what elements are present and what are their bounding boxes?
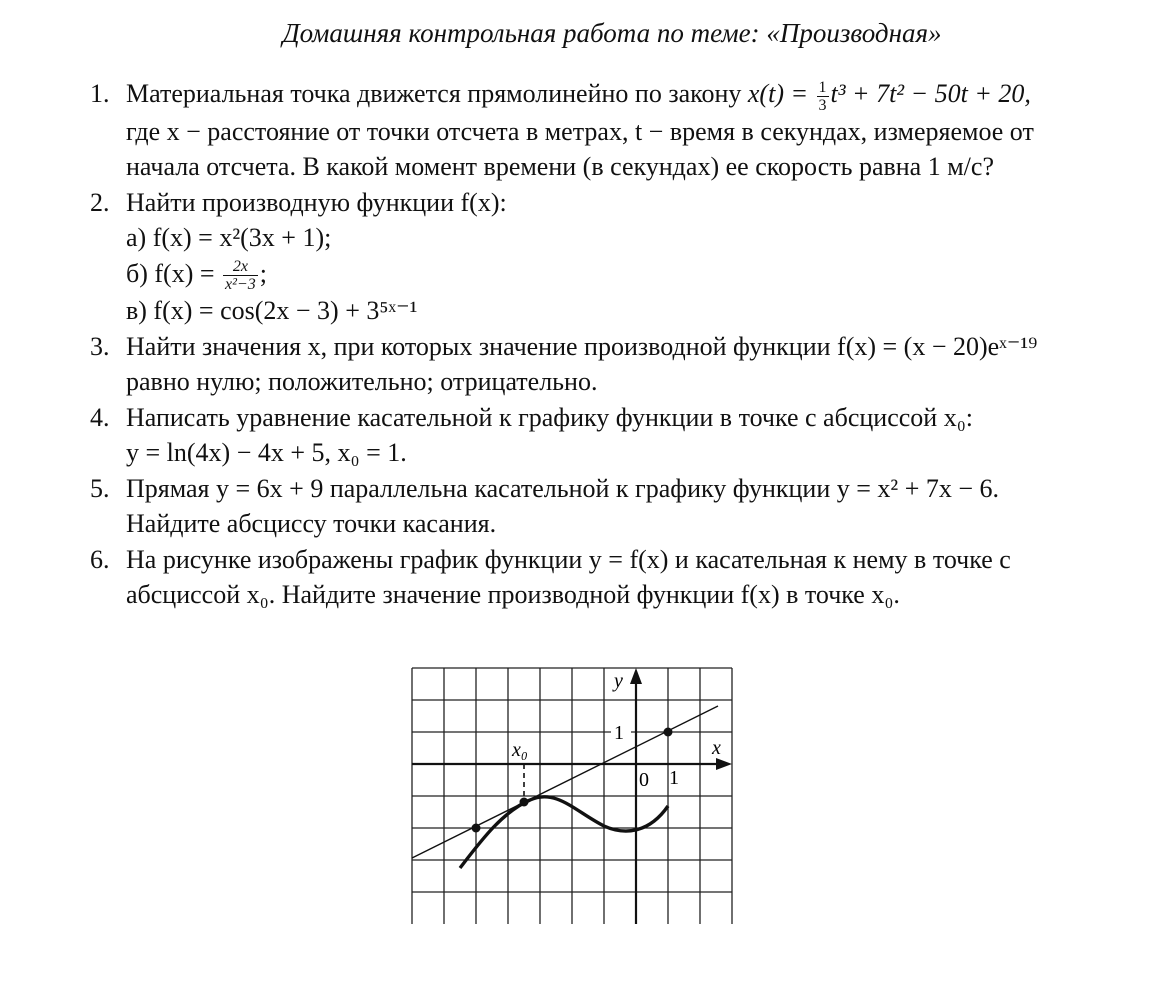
fraction-numerator: 2x xyxy=(223,258,258,276)
x-axis-arrow xyxy=(716,758,732,770)
task-5-line-2: Найдите абсциссу точки касания. xyxy=(126,509,497,539)
task-1-line-2: где x − расстояние от точки отсчета в метрах, t − время в секундах, измеряемое от xyxy=(126,116,1034,146)
task-3-line-1: Найти значения x, при которых значение производной функции f(x) = (x − 20)eˣ⁻¹⁹ xyxy=(126,331,1038,361)
task-number: 5. xyxy=(90,473,110,503)
task-4-line-1: Написать уравнение касательной к графику функции в точке с абсциссой x₀: xyxy=(126,402,973,432)
fraction-denominator: 3 xyxy=(818,96,827,114)
page-title: Домашняя контрольная работа по теме: «Производная» xyxy=(282,18,942,48)
fraction-one-third xyxy=(817,79,829,114)
task-3-line-2: равно нулю; положительно; отрицательно. xyxy=(126,367,598,397)
task-2-item-b-suffix: ; xyxy=(259,258,267,288)
tangent-point-right xyxy=(664,728,673,737)
task-1-line-1 xyxy=(126,76,1160,114)
task-1-function-rest: t³ + 7t² − 50t + 20, xyxy=(830,79,1031,108)
task-6-line-2: абсциссой x₀. Найдите значение производной функции f(x) в точке x₀. xyxy=(126,580,900,610)
tangent-point-left xyxy=(472,824,481,833)
task-number: 3. xyxy=(90,331,110,361)
task-3 xyxy=(90,329,1160,400)
task-1-line-3: начала отсчета. В какой момент времени (в секундах) ее скорость равна 1 м/с? xyxy=(126,152,994,182)
task-4 xyxy=(90,400,1160,471)
task-number: 6. xyxy=(90,544,110,574)
task-5-line-1: Прямая y = 6x + 9 параллельна касательной к графику функции y = x² + 7x − 6. xyxy=(126,473,1000,503)
task-number: 1. xyxy=(90,79,110,108)
x0-label: x₀ xyxy=(512,739,528,761)
task-2-item-b-prefix: б) f(x) = xyxy=(126,258,222,288)
fraction-denominator: x²−3 xyxy=(225,276,256,294)
task-2-line-1: Найти производную функции f(x): xyxy=(126,187,507,217)
y-tick-one-label: 1 xyxy=(614,722,624,744)
task-6-line-1: На рисунке изображены график функции y = f(x) и касательная к нему в точке с xyxy=(126,544,1011,574)
task-2-item-a: а) f(x) = x²(3x + 1); xyxy=(126,223,332,253)
task-1-text: Материальная точка движется прямолинейно по закону xyxy=(126,79,748,108)
function-graph xyxy=(406,662,736,924)
task-4-line-2: y = ln(4x) − 4x + 5, x₀ = 1. xyxy=(126,438,407,468)
origin-label: 0 xyxy=(639,769,649,791)
task-2-item-b xyxy=(126,256,1160,294)
task-6 xyxy=(90,542,1160,613)
y-axis-arrow xyxy=(630,668,642,684)
tangency-point xyxy=(520,798,529,807)
y-axis-label: y xyxy=(614,670,623,692)
task-1-function: x(t) = xyxy=(747,79,815,108)
graph-grid xyxy=(412,668,732,924)
task-list xyxy=(90,76,1160,613)
task-5 xyxy=(90,471,1160,542)
x-tick-one-label: 1 xyxy=(669,767,679,789)
task-number: 2. xyxy=(90,187,110,217)
fraction-numerator: 1 xyxy=(818,78,827,96)
task-2-item-c: в) f(x) = cos(2x − 3) + 3⁵ˣ⁻¹ xyxy=(126,296,418,326)
fraction-2x xyxy=(223,258,258,293)
task-1 xyxy=(90,76,1160,185)
x-axis-label: x xyxy=(712,737,721,759)
task-number: 4. xyxy=(90,402,110,432)
task-2 xyxy=(90,185,1160,329)
